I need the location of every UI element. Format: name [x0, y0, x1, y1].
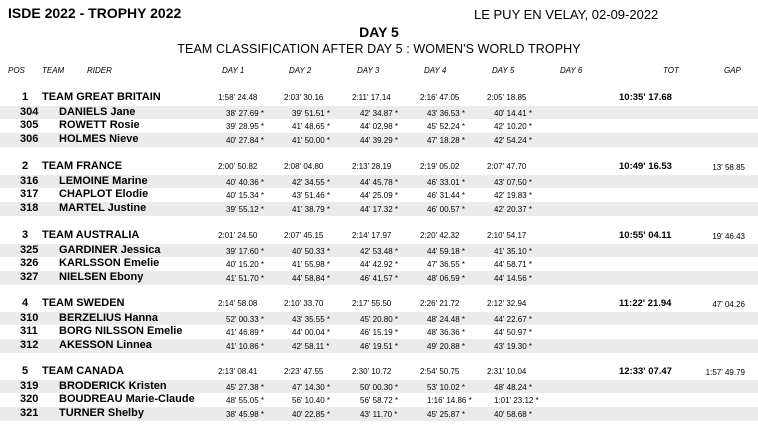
rider-row — [0, 257, 758, 271]
rider-row — [0, 202, 758, 216]
rider-day5-time: 1:01' 23.12 * — [494, 396, 539, 405]
rider-day4-time: 45' 25.87 * — [427, 410, 466, 419]
rider-name: AKESSON Linnea — [59, 339, 152, 351]
rider-day4-time: 47' 36.55 * — [427, 260, 466, 269]
rider-number: 318 — [20, 202, 39, 214]
team-name: TEAM CANADA — [42, 365, 124, 377]
rider-row — [0, 339, 758, 353]
team-name: TEAM AUSTRALIA — [42, 229, 140, 241]
rider-day5-time: 42' 54.24 * — [494, 136, 533, 145]
rider-day2-time: 39' 51.51 * — [292, 108, 331, 118]
rider-day1-time: 48' 55.05 * — [226, 396, 265, 405]
rider-day3-time: 42' 53.48 * — [360, 246, 399, 256]
team-day1-time: 2:14' 58.08 — [218, 299, 258, 308]
team-position: 5 — [22, 365, 29, 377]
rider-day2-time: 43' 35.55 * — [292, 314, 331, 324]
team-day4-time: 2:26' 21.72 — [420, 299, 460, 308]
rider-day2-time: 41' 55.98 * — [292, 260, 331, 269]
rider-row — [0, 380, 758, 394]
team-name: TEAM FRANCE — [42, 160, 123, 172]
col-header-tot: TOT — [663, 66, 679, 75]
col-header-day4: DAY 4 — [424, 66, 447, 75]
rider-day4-time: 46' 33.01 * — [427, 177, 466, 187]
rider-number: 326 — [20, 257, 39, 269]
rider-day1-time: 40' 15.20 * — [226, 260, 265, 269]
col-header-rider: RIDER — [87, 66, 112, 75]
rider-day5-time: 41' 35.10 * — [494, 246, 533, 256]
team-day4-time: 2:19' 05.02 — [420, 162, 460, 171]
rider-day3-time: 56' 58.72 * — [360, 396, 399, 405]
col-header-team: TEAM — [42, 66, 65, 75]
rider-day1-time: 39' 55.12 * — [226, 205, 265, 214]
rider-day2-time: 42' 34.55 * — [292, 177, 331, 187]
col-header-gap: GAP — [724, 66, 741, 75]
rider-number: 316 — [20, 174, 39, 187]
rider-name: BRODERICK Kristen — [59, 379, 167, 392]
team-gap: 47' 04.26 — [712, 300, 745, 309]
rider-day2-time: 44' 58.84 * — [292, 274, 331, 283]
rider-row — [0, 133, 758, 147]
rider-day1-time: 40' 15.34 * — [226, 191, 265, 200]
team-day2-time: 2:23' 47.55 — [284, 367, 324, 376]
team-name: TEAM GREAT BRITAIN — [42, 91, 161, 103]
rider-row — [0, 175, 758, 189]
rider-day1-time: 40' 27.84 * — [226, 136, 265, 145]
rider-day4-time: 1:16' 14.86 * — [427, 396, 472, 405]
team-day2-time: 2:07' 45.15 — [284, 231, 324, 240]
rider-day1-time: 38' 27.69 * — [226, 108, 265, 118]
rider-number: 304 — [20, 105, 39, 118]
rider-number: 305 — [20, 119, 39, 131]
rider-day4-time: 43' 36.53 * — [427, 108, 466, 118]
rider-day5-time: 44' 14.56 * — [494, 274, 533, 283]
team-day1-time: 2:13' 08.41 — [218, 367, 258, 376]
team-day3-time: 2:14' 17.97 — [352, 231, 392, 240]
rider-day3-time: 45' 20.80 * — [360, 314, 399, 324]
place-date: LE PUY EN VELAY, 02-09-2022 — [474, 7, 659, 22]
col-header-pos: POS — [8, 66, 25, 75]
rider-name: LEMOINE Marine — [59, 174, 148, 187]
team-position: 3 — [22, 229, 29, 241]
team-row — [0, 365, 758, 379]
rider-day3-time: 44' 39.29 * — [360, 136, 399, 145]
rider-day3-time: 42' 34.87 * — [360, 108, 399, 118]
team-day5-time: 2:12' 32.94 — [487, 299, 527, 308]
rider-number: 306 — [20, 133, 39, 145]
rider-day4-time: 46' 31.44 * — [427, 191, 466, 200]
rider-day5-time: 42' 10.20 * — [494, 122, 533, 131]
rider-day2-time: 41' 48.65 * — [292, 122, 331, 131]
team-day4-time: 2:20' 42.32 — [420, 231, 460, 240]
rider-number: 312 — [20, 339, 39, 351]
team-name: TEAM SWEDEN — [42, 297, 125, 309]
rider-name: BORG NILSSON Emelie — [59, 325, 183, 337]
rider-day3-time: 46' 41.57 * — [360, 274, 399, 283]
team-day1-time: 2:01' 24.50 — [218, 231, 258, 240]
rider-row — [0, 244, 758, 258]
rider-day1-time: 41' 46.89 * — [226, 328, 265, 337]
event-title: ISDE 2022 - TROPHY 2022 — [8, 5, 182, 21]
rider-day1-time: 39' 28.95 * — [226, 122, 265, 131]
team-total-time: 10:35' 17.68 — [619, 92, 672, 103]
rider-day4-time: 48' 36.36 * — [427, 328, 466, 337]
rider-day4-time: 53' 10.02 * — [427, 382, 466, 392]
rider-day3-time: 44' 45.78 * — [360, 177, 399, 187]
team-day5-time: 2:10' 54.17 — [487, 231, 527, 240]
rider-number: 327 — [20, 271, 39, 283]
rider-day2-time: 40' 50.33 * — [292, 246, 331, 256]
rider-number: 325 — [20, 243, 39, 256]
rider-day3-time: 50' 00.30 * — [360, 382, 399, 392]
col-header-day3: DAY 3 — [357, 66, 380, 75]
rider-name: NIELSEN Ebony — [59, 271, 144, 283]
rider-number: 320 — [20, 393, 39, 405]
team-position: 2 — [22, 160, 29, 172]
team-day3-time: 2:30' 10.72 — [352, 367, 392, 376]
rider-day5-time: 40' 14.41 * — [494, 108, 533, 118]
rider-name: BOUDREAU Marie-Claude — [59, 393, 195, 405]
rider-name: KARLSSON Emelie — [59, 257, 160, 269]
rider-day5-time: 44' 50.97 * — [494, 328, 533, 337]
rider-row — [0, 325, 758, 339]
rider-day5-time: 42' 19.83 * — [494, 191, 533, 200]
team-row — [0, 229, 758, 243]
team-row — [0, 297, 758, 311]
rider-day2-time: 41' 38.79 * — [292, 205, 331, 214]
rider-day5-time: 43' 19.30 * — [494, 342, 533, 351]
rider-number: 319 — [20, 379, 39, 392]
rider-day5-time: 43' 07.50 * — [494, 177, 533, 187]
team-day4-time: 2:54' 50.75 — [420, 367, 460, 376]
rider-day3-time: 44' 17.32 * — [360, 205, 399, 214]
team-day5-time: 2:31' 10.04 — [487, 367, 527, 376]
rider-day4-time: 49' 20.88 * — [427, 342, 466, 351]
team-total-time: 11:22' 21.94 — [619, 298, 672, 309]
col-header-day1: DAY 1 — [222, 66, 245, 75]
col-header-day5: DAY 5 — [492, 66, 515, 75]
rider-day4-time: 47' 18.28 * — [427, 136, 466, 145]
rider-name: HOLMES Nieve — [59, 133, 139, 145]
rider-day4-time: 48' 24.48 * — [427, 314, 466, 324]
rider-name: MARTEL Justine — [59, 202, 147, 214]
rider-row — [0, 106, 758, 120]
rider-name: ROWETT Rosie — [59, 119, 140, 131]
rider-day3-time: 46' 19.51 * — [360, 342, 399, 351]
team-day3-time: 2:13' 28.19 — [352, 162, 392, 171]
team-day2-time: 2:08' 04.80 — [284, 162, 324, 171]
rider-number: 310 — [20, 311, 39, 324]
rider-day3-time: 43' 11.70 * — [360, 410, 398, 419]
rider-row — [0, 119, 758, 133]
rider-day2-time: 41' 50.00 * — [292, 136, 331, 145]
rider-day1-time: 45' 27.38 * — [226, 382, 265, 392]
team-day3-time: 2:17' 55.50 — [352, 299, 392, 308]
team-total-time: 10:49' 16.53 — [619, 161, 672, 172]
rider-number: 321 — [20, 407, 39, 419]
classification-subtitle: TEAM CLASSIFICATION AFTER DAY 5 : WOMEN'S WORLD TROPHY — [177, 42, 581, 56]
team-total-time: 12:33' 07.47 — [619, 366, 672, 377]
rider-row — [0, 312, 758, 326]
rider-day2-time: 56' 10.40 * — [292, 396, 331, 405]
team-day5-time: 2:07' 47.70 — [487, 162, 527, 171]
rider-name: CHAPLOT Elodie — [59, 188, 149, 200]
rider-row — [0, 407, 758, 421]
rider-day2-time: 43' 51.46 * — [292, 191, 331, 200]
team-gap: 19' 46.43 — [712, 232, 745, 241]
rider-name: DANIELS Jane — [59, 105, 136, 118]
team-gap: 13' 58.85 — [712, 163, 745, 172]
team-day1-time: 2:00' 50.82 — [218, 162, 258, 171]
rider-day2-time: 40' 22.85 * — [292, 410, 331, 419]
day-title: DAY 5 — [359, 24, 399, 40]
rider-day1-time: 38' 45.98 * — [226, 410, 265, 419]
team-day1-time: 1:58' 24.48 — [218, 93, 258, 102]
team-row — [0, 91, 758, 105]
rider-day1-time: 40' 40.36 * — [226, 177, 265, 187]
rider-day5-time: 48' 48.24 * — [494, 382, 533, 392]
rider-day2-time: 47' 14.30 * — [292, 382, 331, 392]
rider-day3-time: 46' 15.19 * — [360, 328, 399, 337]
rider-day3-time: 44' 42.92 * — [360, 260, 399, 269]
team-row — [0, 160, 758, 174]
col-header-day2: DAY 2 — [289, 66, 312, 75]
rider-day2-time: 44' 00.04 * — [292, 328, 331, 337]
col-header-day6: DAY 6 — [560, 66, 583, 75]
rider-day4-time: 48' 06.59 * — [427, 274, 466, 283]
rider-row — [0, 271, 758, 285]
rider-day1-time: 41' 10.86 * — [226, 342, 265, 351]
rider-day1-time: 41' 51.70 * — [226, 274, 265, 283]
team-gap: 1:57' 49.79 — [705, 368, 745, 377]
rider-day5-time: 44' 58.71 * — [494, 260, 533, 269]
rider-name: BERZELIUS Hanna — [59, 311, 159, 324]
rider-name: GARDINER Jessica — [59, 243, 161, 256]
team-day4-time: 2:16' 47.05 — [420, 93, 460, 102]
rider-day4-time: 44' 59.18 * — [427, 246, 466, 256]
rider-day3-time: 44' 25.09 * — [360, 191, 399, 200]
rider-name: TURNER Shelby — [59, 407, 144, 419]
rider-row — [0, 188, 758, 202]
rider-day1-time: 39' 17.60 * — [226, 246, 265, 256]
team-day2-time: 2:03' 30.16 — [284, 93, 324, 102]
rider-number: 311 — [20, 325, 38, 337]
rider-number: 317 — [20, 188, 39, 200]
rider-day4-time: 46' 00.57 * — [427, 205, 466, 214]
rider-day5-time: 42' 20.37 * — [494, 205, 533, 214]
rider-day4-time: 45' 52.24 * — [427, 122, 466, 131]
team-day2-time: 2:10' 33.70 — [284, 299, 324, 308]
team-position: 1 — [22, 91, 29, 103]
team-day3-time: 2:11' 17.14 — [352, 93, 391, 102]
rider-day5-time: 40' 58.68 * — [494, 410, 533, 419]
rider-day3-time: 44' 02.98 * — [360, 122, 399, 131]
rider-day1-time: 52' 00.33 * — [226, 314, 265, 324]
rider-day2-time: 42' 58.11 * — [292, 342, 330, 351]
team-total-time: 10:55' 04.11 — [619, 230, 672, 241]
rider-row — [0, 393, 758, 407]
team-position: 4 — [22, 297, 29, 309]
team-day5-time: 2:05' 18.85 — [487, 93, 527, 102]
rider-day5-time: 44' 22.67 * — [494, 314, 533, 324]
